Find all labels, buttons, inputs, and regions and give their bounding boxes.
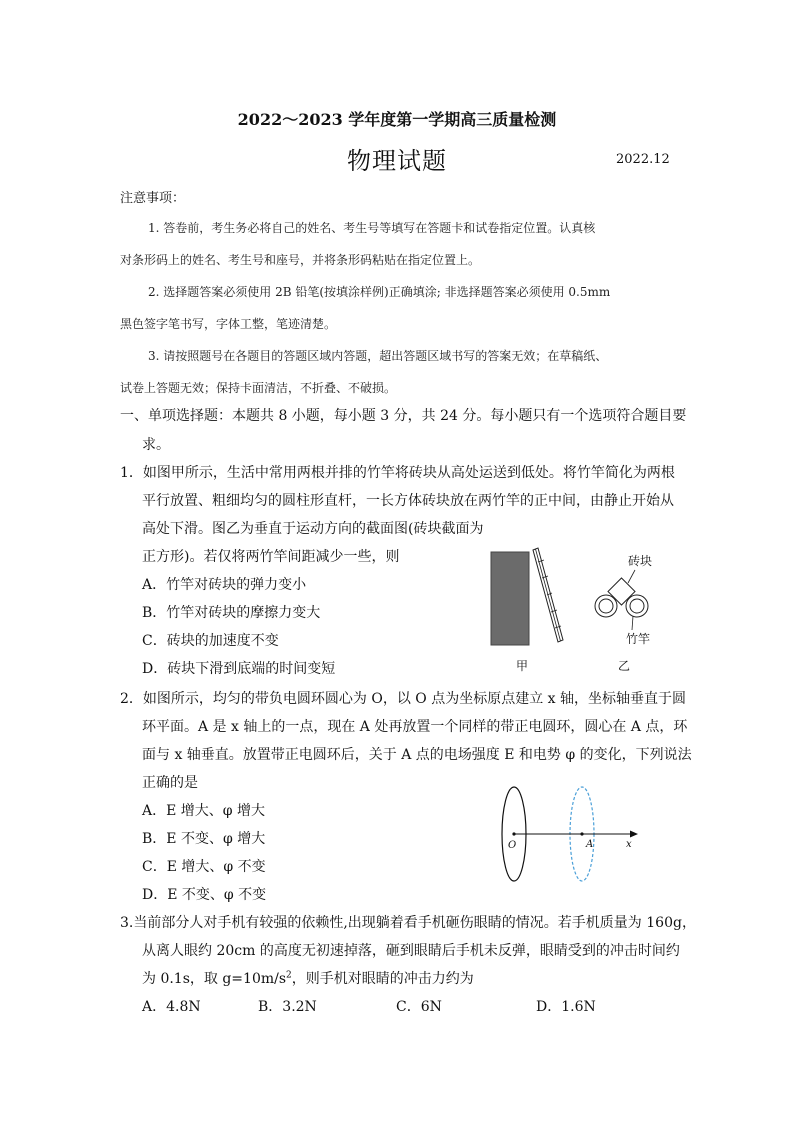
q2-stem: 环平面。A 是 x 轴上的一点，现在 A 处再放置一个同样的带正电圆环，圆心在 A 点，环 (142, 719, 688, 735)
q2-stem: 2．如图所示，均匀的带负电圆环圆心为 O，以 O 点为坐标原点建立 x 轴，坐标轴垂直于圆 (120, 691, 687, 707)
label-pole: 竹竿 (626, 632, 651, 646)
point-o (512, 832, 515, 835)
label-o: O (508, 840, 517, 851)
q3-stem: 从离人眼约 20cm 的高度无初速掉落，砸到眼睛后手机未反弹，眼睛受到的冲击时间约 (142, 943, 680, 959)
q2-stem: 面与 x 轴垂直。放置带正电圆环后，关于 A 点的电场强度 E 和电势 φ 的变化，下列说法 (142, 747, 692, 763)
label-x: x (626, 839, 632, 850)
notice-line: 黑色签字笔书写，字体工整，笔迹清楚。 (120, 317, 337, 331)
x-axis-arrow (630, 831, 638, 838)
q1-option-c: C．砖块的加速度不变 (142, 633, 279, 649)
q2-option-d: D．E 不变、φ 不变 (142, 887, 267, 903)
label-brick: 砖块 (628, 554, 653, 568)
notice-line: 1. 答卷前，考生务必将自己的姓名、考生号等填写在答题卡和试卷指定位置。认真核 (148, 221, 596, 235)
notice-line: 3. 请按照题号在各题目的答题区域内答题，超出答题区域书写的答案无效；在草稿纸、 (148, 349, 608, 363)
subject-title: 物理试题 (347, 147, 447, 175)
section-heading: 一、单项选择题：本题共 8 小题，每小题 3 分，共 24 分。每小题只有一个选项符合题目要 (120, 408, 687, 424)
q2-option-a: A．E 增大、φ 增大 (142, 803, 266, 819)
q1-option-b: B．竹竿对砖块的摩擦力变大 (142, 605, 321, 621)
q3-stem (142, 968, 474, 988)
notice-line: 对条形码上的姓名、考生号和座号，并将条形码粘贴在指定位置上。 (120, 253, 481, 267)
q3-stem-sup: 2 (286, 970, 292, 981)
section-heading-cont: 求。 (142, 437, 170, 453)
exam-date: 2022.12 (616, 152, 670, 167)
q3-option-c: C．6N (396, 999, 442, 1015)
q1-figure (480, 540, 680, 675)
label-yi: 乙 (618, 659, 631, 673)
label-jia: 甲 (516, 659, 529, 673)
q2-stem: 正确的是 (142, 775, 198, 791)
q3-option-a: A．4.8N (142, 999, 201, 1015)
q2-option-c: C．E 增大、φ 不变 (142, 859, 266, 875)
q3-stem: 3.当前部分人对手机有较强的依赖性,出现躺着看手机砸伤眼睛的情况。若手机质量为 160g， (120, 915, 696, 931)
brick-side-view (491, 552, 529, 645)
q1-option-a: A．竹竿对砖块的弹力变小 (142, 577, 307, 593)
q3-stem-post: ，则手机对眼睛的冲击力约为 (291, 971, 474, 987)
q3-option-d: D．1.6N (536, 999, 596, 1015)
label-a: A (586, 839, 594, 850)
q1-stem: 平行放置、粗细均匀的圆柱形直杆，一长方体砖块放在两竹竿的正中间，由静止开始从 (142, 493, 674, 509)
bamboo-pole (533, 548, 563, 642)
notice-line: 试卷上答题无效；保持卡面清洁，不折叠、不破损。 (120, 381, 397, 395)
notice-line: 2. 选择题答案必须使用 2B 铅笔(按填涂样例)正确填涂; 非选择题答案必须使用 0.5mm (148, 285, 611, 299)
q3-stem-pre: 为 0.1s，取 g=10m/s (142, 971, 287, 987)
cross-section (595, 570, 648, 630)
q1-stem: 1．如图甲所示，生活中常用两根并排的竹竿将砖块从高处运送到低处。将竹竿简化为两根 (120, 465, 675, 481)
q2-figure (495, 785, 645, 885)
notice-heading: 注意事项： (120, 191, 186, 206)
q1-stem: 正方形)。若仅将两竹竿间距减少一些，则 (142, 549, 400, 565)
q1-stem: 高处下滑。图乙为垂直于运动方向的截面图(砖块截面为 (142, 521, 484, 537)
q3-option-b: B．3.2N (258, 999, 317, 1015)
point-a (580, 832, 583, 835)
exam-title: 2022～2023 学年度第一学期高三质量检测 (237, 110, 557, 129)
q1-option-d: D．砖块下滑到底端的时间变短 (142, 661, 336, 677)
q2-option-b: B．E 不变、φ 增大 (142, 831, 266, 847)
